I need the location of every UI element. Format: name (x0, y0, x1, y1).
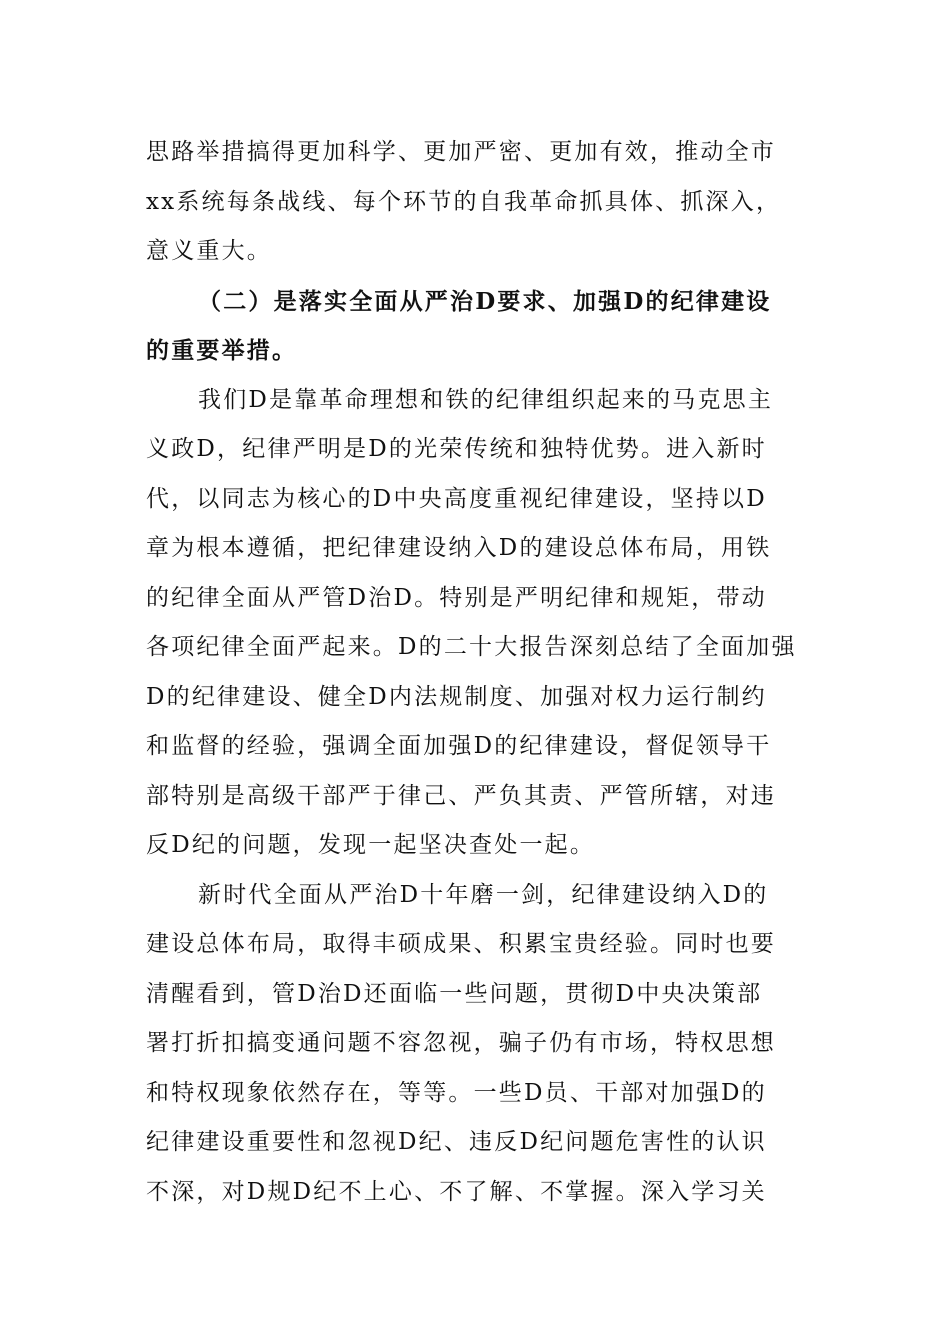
body-text-line: 和监督的经验，强调全面加强D的纪律建设，督促领导干 (146, 733, 772, 759)
body-text-line: 纪律建设重要性和忽视D纪、违反D纪问题危害性的认识 (146, 1129, 767, 1155)
body-text-line: D的纪律建设、健全D内法规制度、加强对权力运行制约 (146, 683, 767, 710)
section-heading-line: 的重要举措。 (146, 337, 298, 364)
body-text-line: 章为根本遵循，把纪律建设纳入D的建设总体布局，用铁 (146, 535, 772, 561)
body-text-line: 反D纪的问题，发现一起坚决查处一起。 (146, 832, 596, 858)
document-page (146, 128, 806, 1217)
body-text-line: 的纪律全面从严管D治D。特别是严明纪律和规矩，带动 (146, 584, 767, 611)
body-text-line: 不深，对D规D纪不上心、不了解、不掌握。深入学习关 (146, 1178, 767, 1205)
body-text-line: 建设总体布局，取得丰硕成果、积累宝贵经验。同时也要 (146, 931, 776, 957)
body-text-line: 和特权现象依然存在，等等。一些D员、干部对加强D的 (146, 1079, 767, 1106)
body-text-line: xx系统每条战线、每个环节的自我革命抓具体、抓深入， (146, 188, 782, 215)
body-text-line: 署打折扣搞变通问题不容忽视，骗子仍有市场，特权思想 (146, 1030, 776, 1056)
body-text-line: 清醒看到，管D治D还面临一些问题，贯彻D中央决策部 (146, 980, 763, 1007)
body-text-line: 新时代全面从严治D十年磨一剑，纪律建设纳入D的 (198, 881, 769, 908)
body-text-line: 代，以同志为核心的D中央高度重视纪律建设，坚持以D (146, 485, 767, 512)
section-heading-line: （二）是落实全面从严治D要求、加强D的纪律建设 (198, 287, 772, 315)
body-text-line: 意义重大。 (146, 238, 272, 264)
body-text-line: 义政D，纪律严明是D的光荣传统和独特优势。进入新时 (146, 436, 767, 462)
body-text-line: 部特别是高级干部严于律己、严负其责、严管所辖，对违 (146, 782, 776, 809)
body-text-line: 思路举措搞得更加科学、更加严密、更加有效，推动全市 (146, 139, 776, 165)
body-text-line: 我们D是靠革命理想和铁的纪律组织起来的马克思主 (198, 386, 774, 413)
body-text-line: 各项纪律全面严起来。D的二十大报告深刻总结了全面加强 (146, 634, 797, 660)
